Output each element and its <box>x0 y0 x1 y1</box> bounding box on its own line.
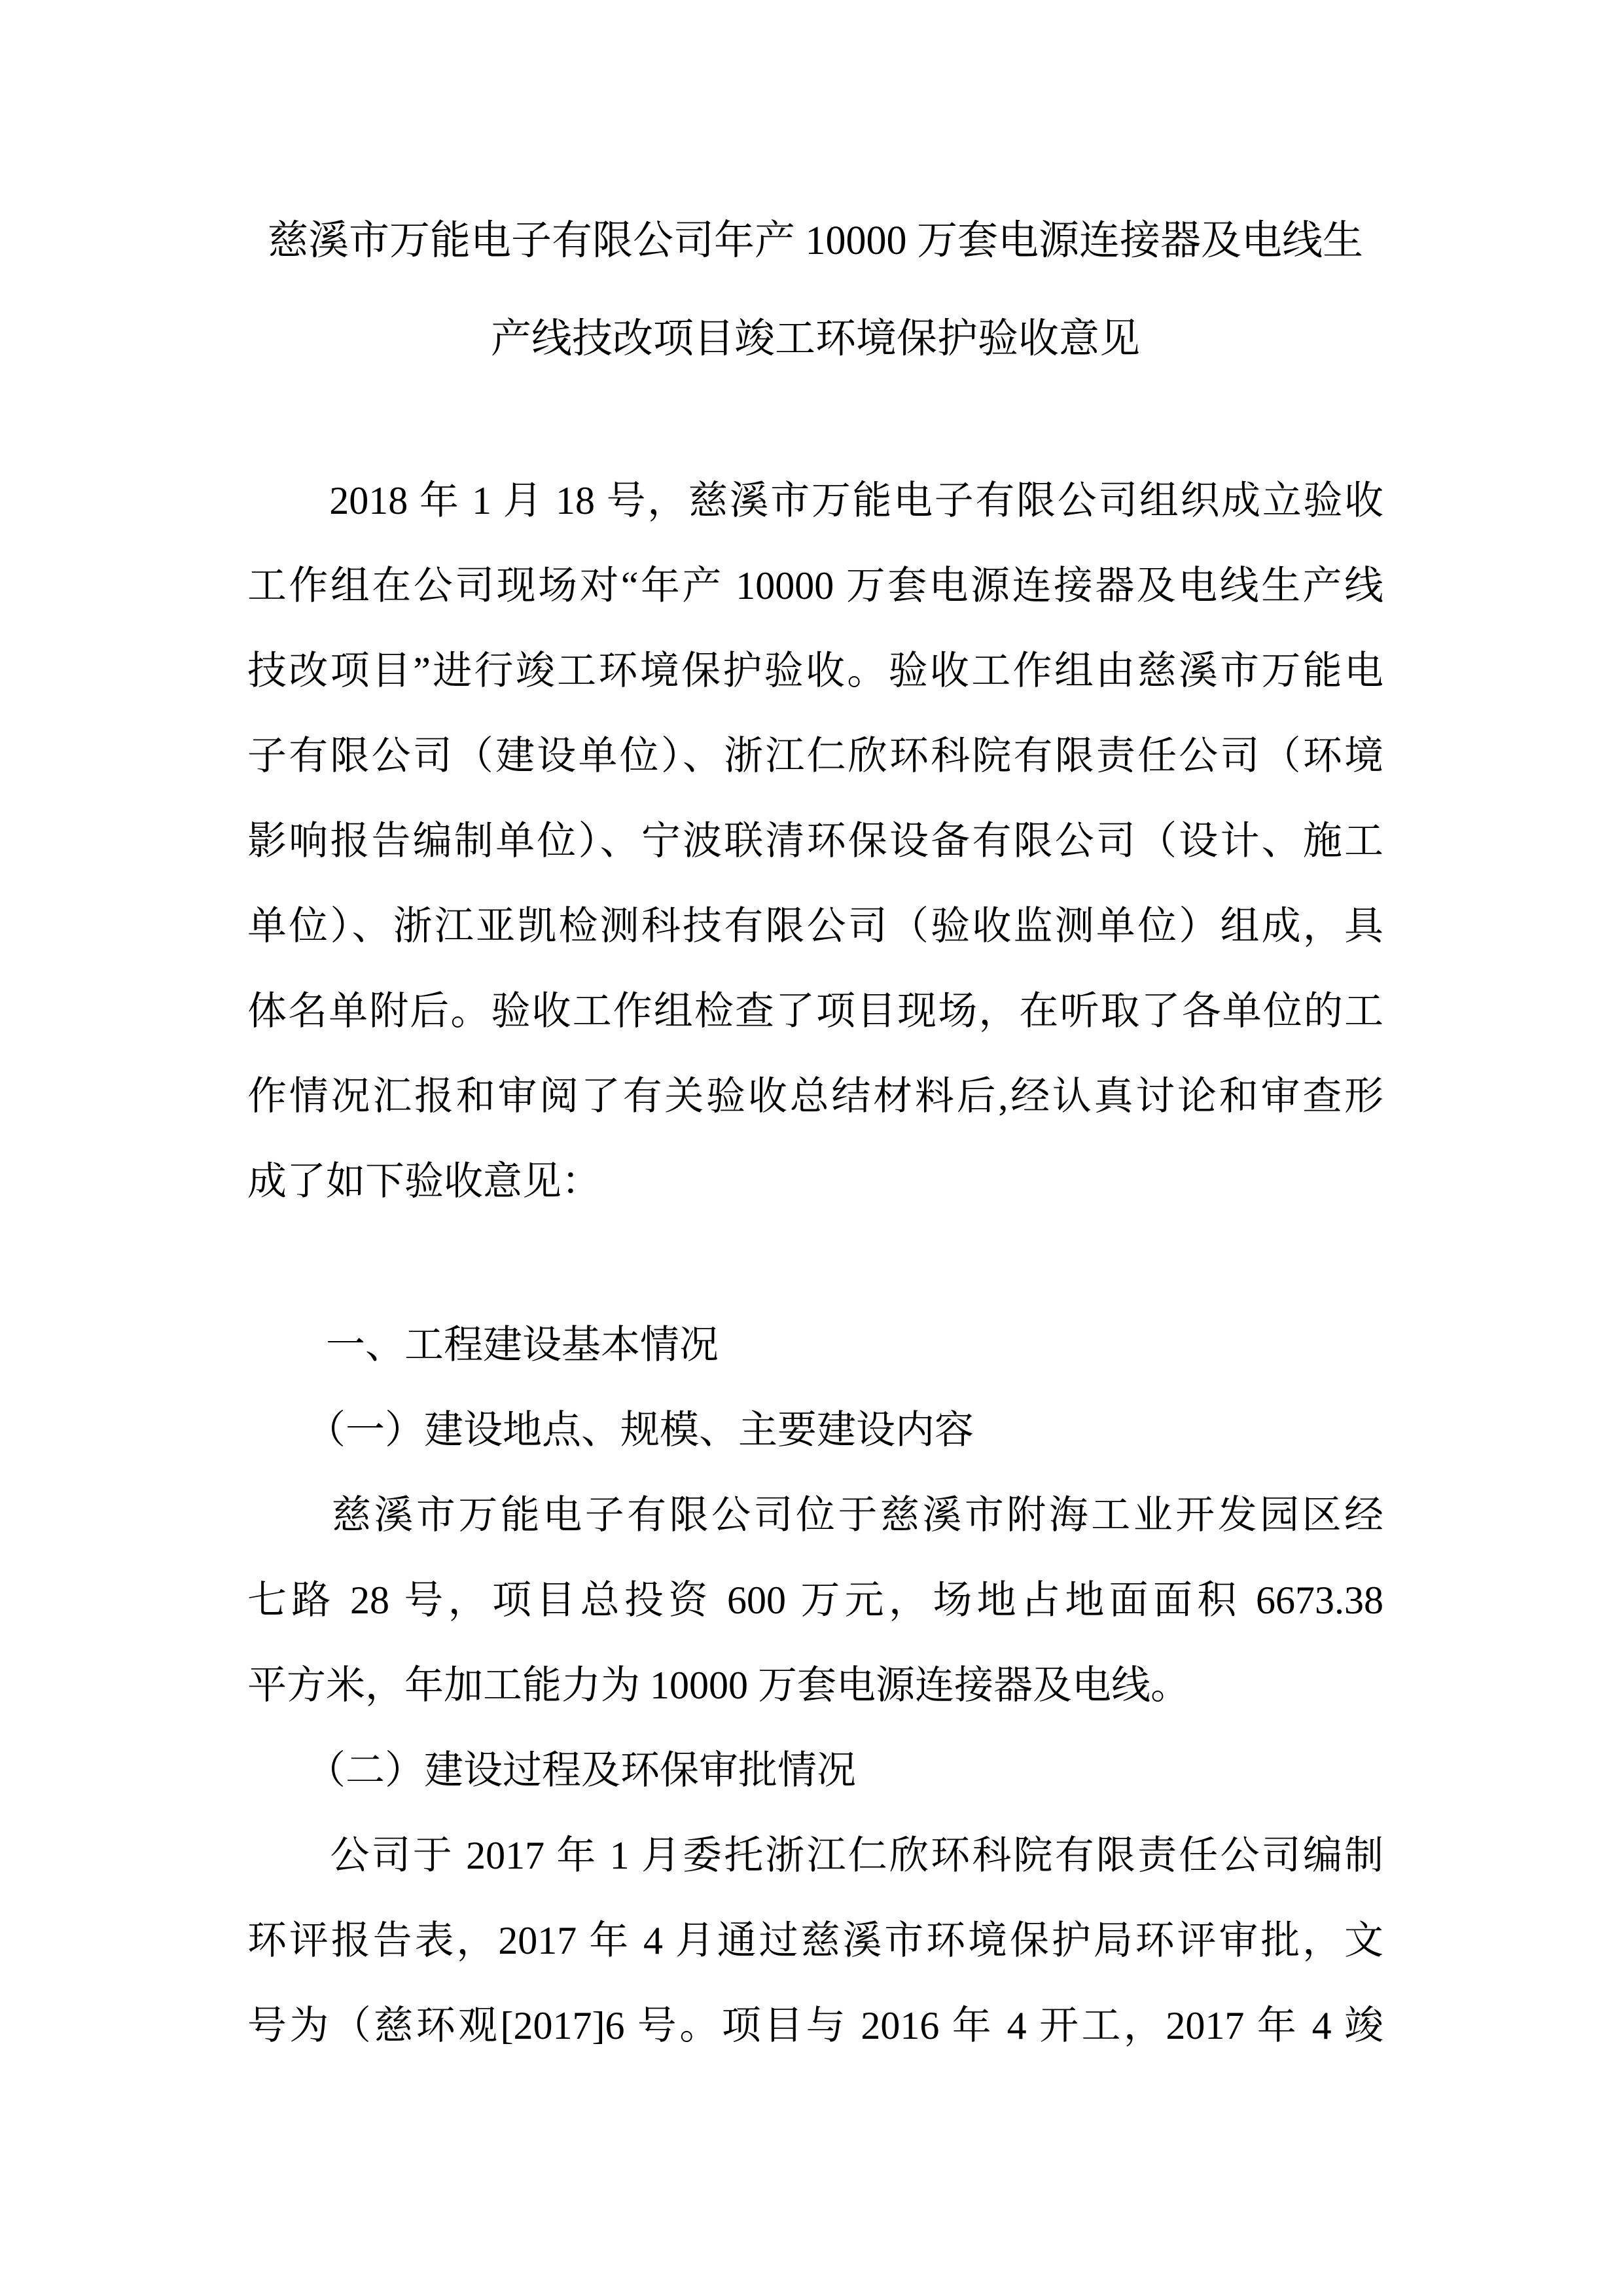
subsection-heading-construction-approval <box>247 1728 1383 1813</box>
paragraph-location-investment <box>247 1473 1383 1728</box>
text-line: 慈溪市万能电子有限公司位于慈溪市附海工业开发园区经 <box>247 1494 1383 1537</box>
text-line: 作情况汇报和审阅了有关验收总结材料后,经认真讨论和审查形 <box>247 1075 1383 1118</box>
spacer <box>247 1224 1383 1302</box>
paragraph-eia-approval <box>247 1813 1383 2068</box>
text-line: 一、工程建设基本情况 <box>247 1323 719 1367</box>
text-line: 单位）、浙江亚凯检测科技有限公司（验收监测单位）组成，具 <box>247 905 1383 948</box>
subsection-heading-location-scale <box>247 1388 1383 1473</box>
text-line: 平方米，年加工能力为 10000 万套电源连接器及电线。 <box>247 1664 1190 1707</box>
text-line: 工作组在公司现场对“年产 10000 万套电源连接器及电线生产线 <box>247 564 1383 607</box>
text-line: 体名单附后。验收工作组检查了项目现场，在听取了各单位的工 <box>247 990 1383 1033</box>
text-line: 产线技改项目竣工环境保护验收意见 <box>490 317 1140 361</box>
text-line: 号为（慈环观[2017]6 号。项目与 2016 年 4 开工，2017 年 4 竣 <box>247 2004 1383 2047</box>
text-line: 七路 28 号，项目总投资 600 万元，场地占地面面积 6673.38 <box>247 1579 1383 1622</box>
text-line: 2018 年 1 月 18 号，慈溪市万能电子有限公司组织成立验收 <box>247 479 1383 522</box>
text-line: （一）建设地点、规模、主要建设内容 <box>247 1408 974 1452</box>
text-line: 公司于 2017 年 1 月委托浙江仁欣环科院有限责任公司编制 <box>247 1834 1383 1877</box>
text-line: 成了如下验收意见： <box>247 1160 601 1203</box>
text-line: 影响报告编制单位）、宁波联清环保设备有限公司（设计、施工 <box>247 819 1383 863</box>
text-line: 子有限公司（建设单位）、浙江仁欣环科院有限责任公司（环境 <box>247 734 1383 778</box>
document-title <box>247 192 1383 388</box>
text-line: 慈溪市万能电子有限公司年产 10000 万套电源连接器及电线生 <box>267 219 1363 263</box>
spacer <box>247 388 1383 458</box>
text-line: （二）建设过程及环保审批情况 <box>247 1749 856 1792</box>
section-heading-project-overview <box>247 1302 1383 1388</box>
text-line: 技改项目”进行竣工环境保护验收。验收工作组由慈溪市万能电 <box>247 649 1383 692</box>
text-line: 环评报告表，2017 年 4 月通过慈溪市环境保护局环评审批，文 <box>247 1919 1383 1962</box>
paragraph-intro <box>247 458 1383 1224</box>
